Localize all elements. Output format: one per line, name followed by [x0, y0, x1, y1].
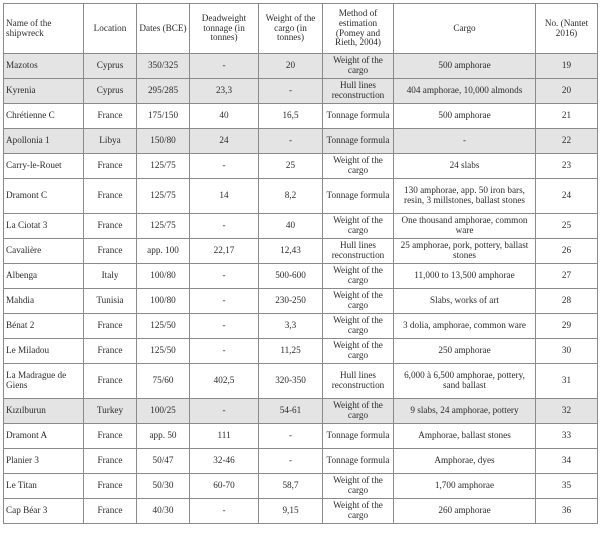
cell-cargo-weight: 3,3 [259, 314, 323, 339]
cell-cargo-weight: 58,7 [259, 474, 323, 499]
cell-cargo-weight: 12,43 [259, 239, 323, 264]
cell-cargo-weight: - [259, 79, 323, 104]
cell-cargo: 260 amphorae [394, 499, 536, 524]
cell-name: Kızılburun [4, 399, 84, 424]
cell-deadweight: 40 [190, 104, 259, 129]
cell-name: Kyrenia [4, 79, 84, 104]
cell-cargo-weight: 8,2 [259, 179, 323, 214]
cell-cargo-weight: 11,25 [259, 339, 323, 364]
cell-method: Weight of the cargo [323, 264, 394, 289]
table-row [4, 499, 598, 524]
cell-cargo: One thousand amphorae, common ware [394, 214, 536, 239]
cell-dates: 100/80 [137, 289, 190, 314]
cell-deadweight: - [190, 289, 259, 314]
header-dates: Dates (BCE) [137, 4, 190, 54]
cell-location: Tunisia [84, 289, 137, 314]
cell-number: 22 [536, 129, 598, 154]
cell-name: Mahdia [4, 289, 84, 314]
table-row [4, 449, 598, 474]
cell-method: Tonnage formula [323, 179, 394, 214]
cell-number: 34 [536, 449, 598, 474]
cell-dates: 125/50 [137, 314, 190, 339]
cell-number: 26 [536, 239, 598, 264]
cell-location: France [84, 239, 137, 264]
cell-method: Hull lines reconstruction [323, 239, 394, 264]
cell-location: France [84, 499, 137, 524]
cell-number: 36 [536, 499, 598, 524]
cell-number: 27 [536, 264, 598, 289]
cell-dates: 125/75 [137, 154, 190, 179]
cell-cargo-weight: 500-600 [259, 264, 323, 289]
cell-cargo-weight: 20 [259, 54, 323, 79]
cell-name: Dramont C [4, 179, 84, 214]
cell-number: 21 [536, 104, 598, 129]
cell-location: Libya [84, 129, 137, 154]
cell-cargo: 25 amphorae, pork, pottery, ballast stones [394, 239, 536, 264]
cell-name: Le Titan [4, 474, 84, 499]
cell-cargo-weight: 54-61 [259, 399, 323, 424]
cell-method: Weight of the cargo [323, 54, 394, 79]
cell-dates: 295/285 [137, 79, 190, 104]
cell-number: 31 [536, 364, 598, 399]
cell-dates: 75/60 [137, 364, 190, 399]
cell-deadweight: - [190, 339, 259, 364]
cell-cargo: 1,700 amphorae [394, 474, 536, 499]
cell-dates: 50/30 [137, 474, 190, 499]
table-row [4, 424, 598, 449]
cell-method: Tonnage formula [323, 104, 394, 129]
cell-deadweight: - [190, 399, 259, 424]
cell-method: Tonnage formula [323, 449, 394, 474]
cell-cargo: - [394, 129, 536, 154]
cell-deadweight: 402,5 [190, 364, 259, 399]
cell-name: Cap Béar 3 [4, 499, 84, 524]
cell-deadweight: - [190, 499, 259, 524]
cell-name: La Madrague de Giens [4, 364, 84, 399]
cell-deadweight: - [190, 264, 259, 289]
cell-cargo-weight: - [259, 424, 323, 449]
cell-location: Turkey [84, 399, 137, 424]
cell-cargo: 9 slabs, 24 amphorae, pottery [394, 399, 536, 424]
cell-cargo: 11,000 to 13,500 amphorae [394, 264, 536, 289]
cell-location: France [84, 449, 137, 474]
cell-deadweight: 111 [190, 424, 259, 449]
cell-location: France [84, 424, 137, 449]
cell-number: 30 [536, 339, 598, 364]
cell-cargo: Slabs, works of art [394, 289, 536, 314]
cell-location: France [84, 364, 137, 399]
cell-number: 20 [536, 79, 598, 104]
table-row [4, 474, 598, 499]
table-row [4, 399, 598, 424]
header-method: Method of estimation (Pomey and Rieth, 2004) [323, 4, 394, 54]
table-row [4, 239, 598, 264]
cell-name: Dramont A [4, 424, 84, 449]
cell-cargo-weight: - [259, 129, 323, 154]
cell-number: 25 [536, 214, 598, 239]
cell-dates: 125/75 [137, 214, 190, 239]
cell-deadweight: - [190, 214, 259, 239]
cell-dates: 175/150 [137, 104, 190, 129]
cell-deadweight: 22,17 [190, 239, 259, 264]
cell-name: Mazotos [4, 54, 84, 79]
cell-cargo-weight: 320-350 [259, 364, 323, 399]
cell-dates: 125/50 [137, 339, 190, 364]
table-row [4, 339, 598, 364]
table-row [4, 289, 598, 314]
cell-name: Planier 3 [4, 449, 84, 474]
cell-method: Weight of the cargo [323, 214, 394, 239]
cell-dates: app. 100 [137, 239, 190, 264]
cell-method: Weight of the cargo [323, 154, 394, 179]
cell-deadweight: - [190, 54, 259, 79]
cell-deadweight: 23,3 [190, 79, 259, 104]
cell-method: Weight of the cargo [323, 399, 394, 424]
cell-dates: 40/30 [137, 499, 190, 524]
cell-method: Weight of the cargo [323, 339, 394, 364]
cell-location: France [84, 214, 137, 239]
cell-cargo: 500 amphorae [394, 104, 536, 129]
cell-number: 23 [536, 154, 598, 179]
cell-cargo: 6,000 à 6,500 amphorae, pottery, sand ballast [394, 364, 536, 399]
cell-method: Weight of the cargo [323, 289, 394, 314]
cell-cargo: 404 amphorae, 10,000 almonds [394, 79, 536, 104]
header-location: Location [84, 4, 137, 54]
cell-location: Italy [84, 264, 137, 289]
shipwrecks-table [3, 3, 598, 524]
header-deadweight: Deadweight tonnage (in tonnes) [190, 4, 259, 54]
cell-method: Hull lines reconstruction [323, 364, 394, 399]
cell-method: Tonnage formula [323, 129, 394, 154]
cell-number: 33 [536, 424, 598, 449]
cell-name: Carry-le-Rouet [4, 154, 84, 179]
cell-cargo-weight: 40 [259, 214, 323, 239]
cell-location: Cyprus [84, 54, 137, 79]
cell-number: 29 [536, 314, 598, 339]
cell-number: 24 [536, 179, 598, 214]
cell-method: Weight of the cargo [323, 474, 394, 499]
cell-dates: app. 50 [137, 424, 190, 449]
cell-deadweight: 14 [190, 179, 259, 214]
cell-deadweight: - [190, 154, 259, 179]
cell-method: Tonnage formula [323, 424, 394, 449]
table-row [4, 54, 598, 79]
cell-location: France [84, 314, 137, 339]
cell-cargo-weight: 230-250 [259, 289, 323, 314]
cell-dates: 350/325 [137, 54, 190, 79]
header-cargo: Cargo [394, 4, 536, 54]
cell-location: France [84, 474, 137, 499]
cell-dates: 100/25 [137, 399, 190, 424]
cell-name: Albenga [4, 264, 84, 289]
header-name: Name of the shipwreck [4, 4, 84, 54]
cell-location: France [84, 339, 137, 364]
cell-deadweight: 32-46 [190, 449, 259, 474]
cell-location: France [84, 154, 137, 179]
header-row [4, 4, 598, 54]
cell-location: France [84, 104, 137, 129]
cell-name: Bénat 2 [4, 314, 84, 339]
cell-number: 32 [536, 399, 598, 424]
cell-name: La Ciotat 3 [4, 214, 84, 239]
cell-number: 19 [536, 54, 598, 79]
cell-cargo-weight: 9,15 [259, 499, 323, 524]
table-row [4, 364, 598, 399]
table-row [4, 214, 598, 239]
table-row [4, 104, 598, 129]
cell-number: 35 [536, 474, 598, 499]
table-row [4, 154, 598, 179]
cell-location: France [84, 179, 137, 214]
cell-method: Hull lines reconstruction [323, 79, 394, 104]
table-row [4, 179, 598, 214]
cell-cargo: Amphorae, dyes [394, 449, 536, 474]
cell-name: Apollonia 1 [4, 129, 84, 154]
cell-dates: 100/80 [137, 264, 190, 289]
cell-cargo: 3 dolia, amphorae, common ware [394, 314, 536, 339]
header-cargo-weight: Weight of the cargo (in tonnes) [259, 4, 323, 54]
cell-cargo: Amphorae, ballast stones [394, 424, 536, 449]
table-row [4, 129, 598, 154]
cell-name: Cavalière [4, 239, 84, 264]
cell-deadweight: 60-70 [190, 474, 259, 499]
table-row [4, 79, 598, 104]
cell-cargo-weight: 25 [259, 154, 323, 179]
cell-dates: 150/80 [137, 129, 190, 154]
table-row [4, 314, 598, 339]
header-number: No. (Nantet 2016) [536, 4, 598, 54]
cell-cargo-weight: - [259, 449, 323, 474]
cell-method: Weight of the cargo [323, 499, 394, 524]
cell-cargo: 250 amphorae [394, 339, 536, 364]
cell-dates: 125/75 [137, 179, 190, 214]
cell-method: Weight of the cargo [323, 314, 394, 339]
cell-dates: 50/47 [137, 449, 190, 474]
cell-cargo-weight: 16,5 [259, 104, 323, 129]
table-row [4, 264, 598, 289]
cell-number: 28 [536, 289, 598, 314]
cell-cargo: 500 amphorae [394, 54, 536, 79]
cell-cargo: 24 slabs [394, 154, 536, 179]
cell-deadweight: 24 [190, 129, 259, 154]
cell-cargo: 130 amphorae, app. 50 iron bars, resin, 3 millstones, ballast stones [394, 179, 536, 214]
cell-name: Chrétienne C [4, 104, 84, 129]
cell-name: Le Miladou [4, 339, 84, 364]
cell-location: Cyprus [84, 79, 137, 104]
cell-deadweight: - [190, 314, 259, 339]
